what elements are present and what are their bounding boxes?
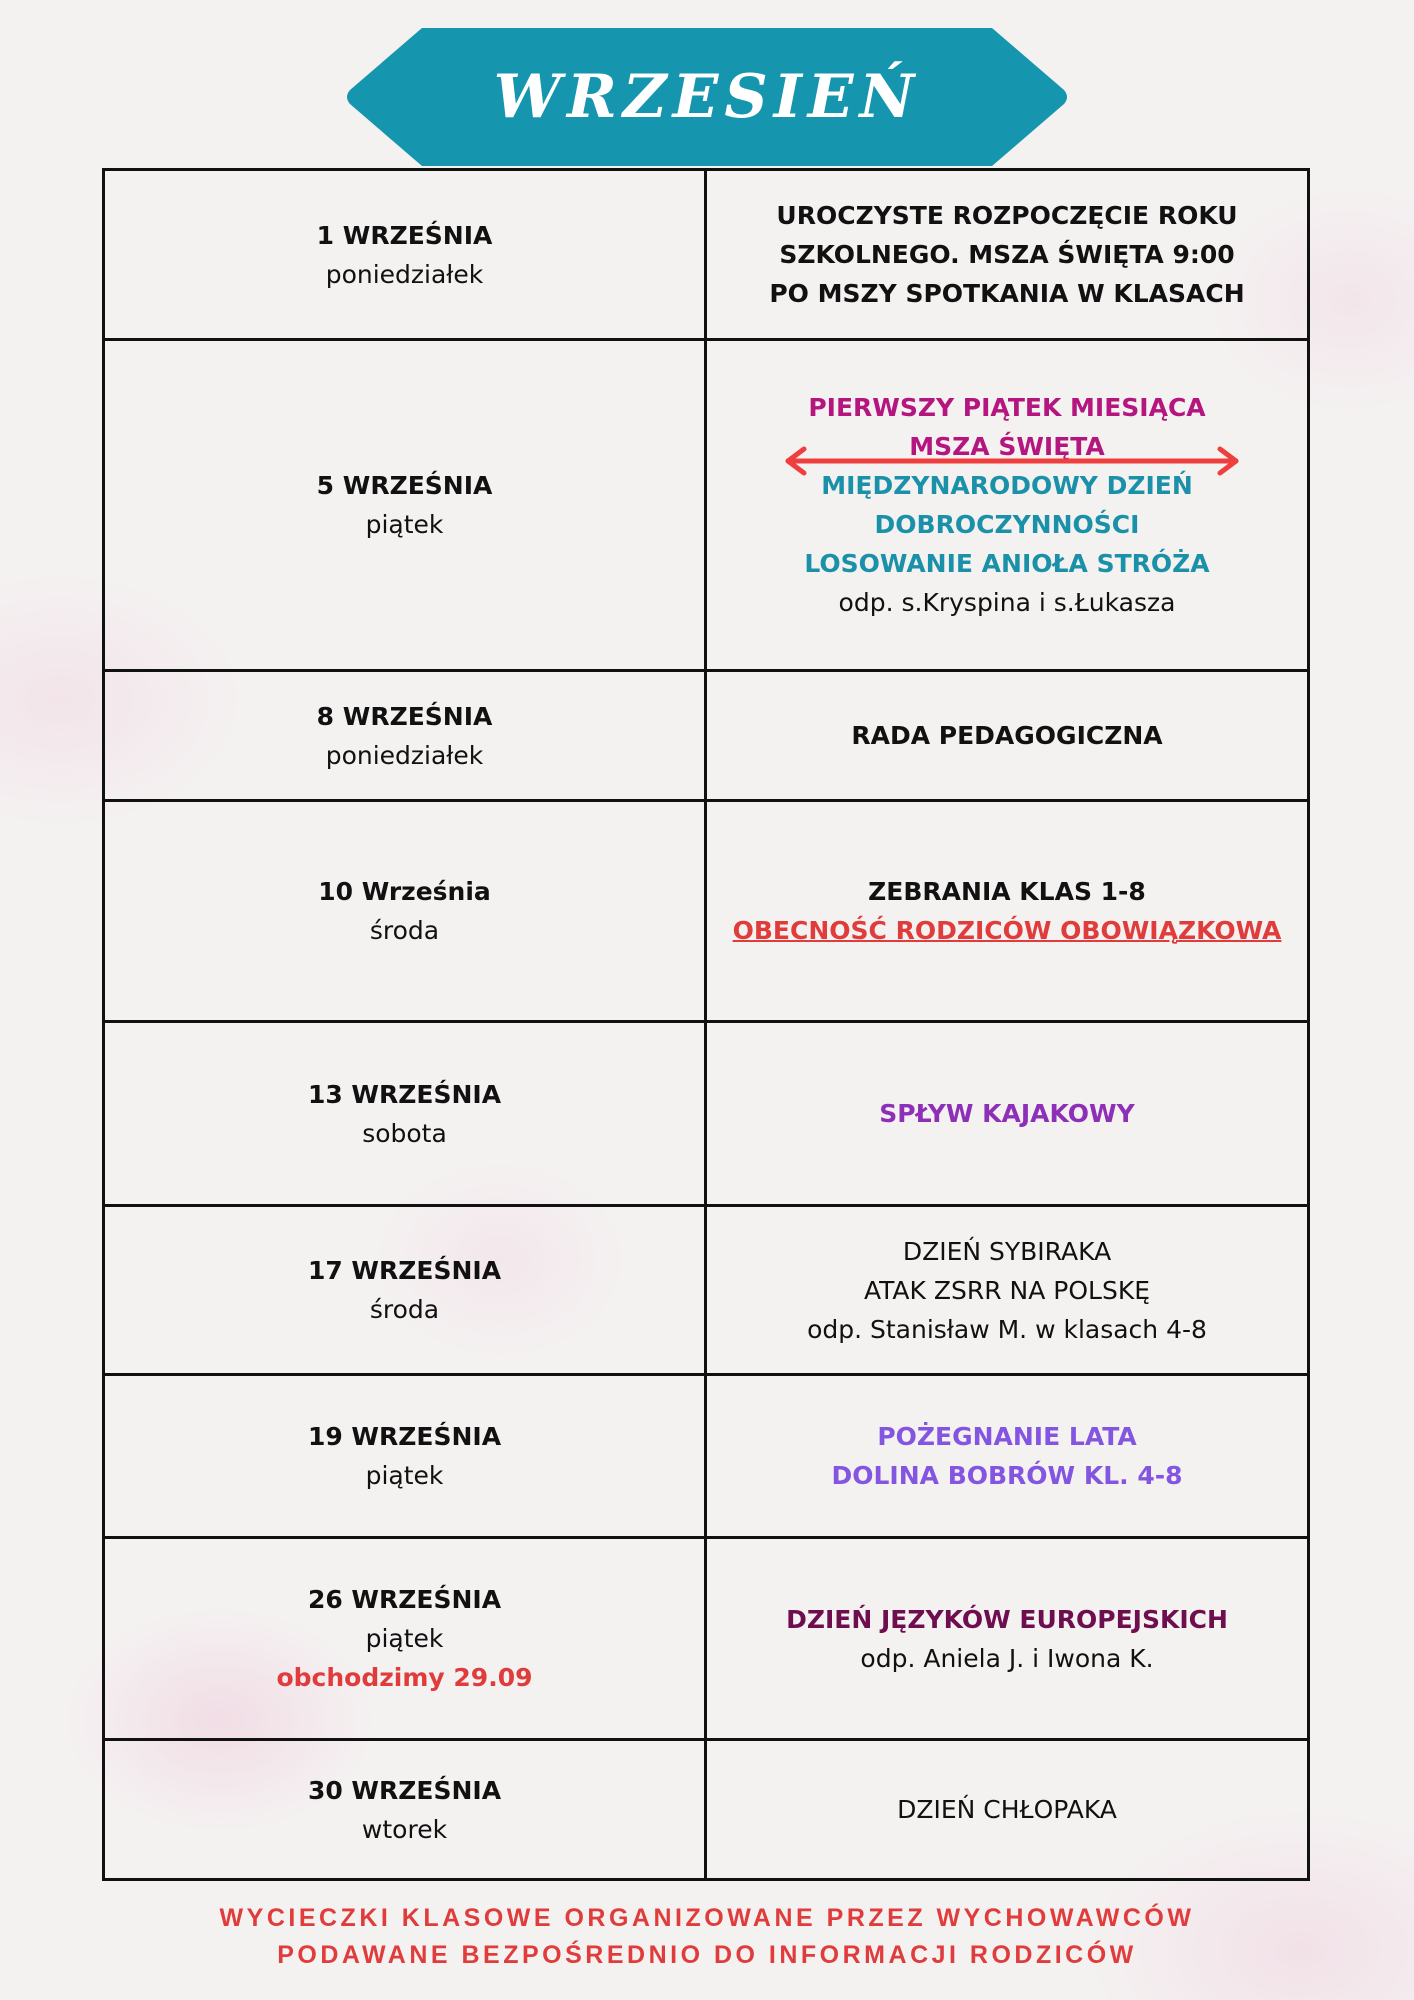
table-row	[105, 802, 1307, 1023]
event-cell	[707, 1376, 1307, 1536]
table-row	[105, 1207, 1307, 1376]
table-row	[105, 1023, 1307, 1207]
responsible-persons: odp. Aniela J. i Iwona K.	[860, 1643, 1154, 1673]
date-cell	[105, 1376, 707, 1536]
date-cell	[105, 1539, 707, 1738]
event-date: 13 WRZEŚNIA	[307, 1079, 502, 1109]
event-text: SPŁYW KAJAKOWY	[879, 1099, 1135, 1128]
event-cell	[707, 171, 1307, 338]
footer-line: WYCIECZKI KLASOWE ORGANIZOWANE PRZEZ WYCHOWAWCÓW	[219, 1904, 1195, 1932]
page-title: WRZESIEŃ	[493, 62, 921, 132]
responsible-persons: odp. Stanisław M. w klasach 4-8	[807, 1314, 1207, 1344]
table-row	[105, 672, 1307, 802]
event-cell	[707, 802, 1307, 1020]
event-text: PIERWSZY PIĄTEK MIESIĄCA	[808, 393, 1206, 422]
month-banner	[344, 28, 1070, 166]
event-text: MSZA ŚWIĘTA	[909, 432, 1105, 461]
event-date: 19 WRZEŚNIA	[307, 1422, 502, 1451]
event-text: MIĘDZYNARODOWY DZIEŃ	[821, 471, 1193, 500]
event-cell	[707, 672, 1307, 799]
event-text: DZIEŃ JĘZYKÓW EUROPEJSKICH	[786, 1604, 1228, 1634]
event-text: DOLINA BOBRÓW KL. 4-8	[831, 1461, 1183, 1490]
event-text: DZIEŃ SYBIRAKA	[902, 1236, 1112, 1266]
event-cell	[707, 1207, 1307, 1373]
event-date: 26 WRZEŚNIA	[307, 1585, 502, 1614]
event-date: 5 WRZEŚNIA	[316, 471, 493, 500]
table-row	[105, 171, 1307, 341]
event-weekday: piątek	[365, 1624, 444, 1653]
event-cell	[707, 341, 1307, 669]
event-weekday: środa	[369, 916, 440, 945]
event-text: ATAK ZSRR NA POLSKĘ	[863, 1275, 1151, 1305]
table-row	[105, 1539, 1307, 1741]
event-text: PO MSZY SPOTKANIA W KLASACH	[769, 279, 1245, 308]
table-row	[105, 1741, 1307, 1881]
event-date: 8 WRZEŚNIA	[316, 701, 493, 731]
footer-line: PODAWANE BEZPOŚREDNIO DO INFORMACJI RODZICÓW	[277, 1941, 1137, 1969]
event-text: DOBROCZYNNOŚCI	[874, 510, 1140, 539]
event-cell	[707, 1023, 1307, 1204]
event-text: DZIEŃ CHŁOPAKA	[897, 1795, 1117, 1824]
double-arrow-icon	[782, 446, 1242, 476]
date-cell	[105, 672, 707, 799]
event-weekday: wtorek	[361, 1814, 448, 1844]
event-text: RADA PEDAGOGICZNA	[851, 721, 1163, 750]
responsible-persons: odp. s.Kryspina i s.Łukasza	[838, 588, 1176, 617]
table-row	[105, 341, 1307, 672]
event-weekday: poniedziałek	[325, 740, 484, 770]
event-weekday: sobota	[362, 1118, 447, 1148]
event-text: ZEBRANIA KLAS 1-8	[868, 877, 1146, 906]
events-table	[102, 168, 1310, 1881]
date-cell	[105, 1207, 707, 1373]
footer-note	[0, 1900, 1414, 1974]
event-text: POŻEGNANIE LATA	[877, 1422, 1137, 1451]
event-cell	[707, 1539, 1307, 1738]
date-note: obchodzimy 29.09	[276, 1663, 533, 1692]
event-weekday: poniedziałek	[325, 259, 484, 289]
table-row	[105, 1376, 1307, 1539]
date-cell	[105, 341, 707, 669]
event-text: UROCZYSTE ROZPOCZĘCIE ROKU	[776, 201, 1238, 230]
event-date: 17 WRZEŚNIA	[307, 1256, 502, 1285]
date-cell	[105, 171, 707, 338]
event-weekday: środa	[369, 1295, 440, 1324]
event-weekday: piątek	[365, 510, 444, 539]
date-cell	[105, 1741, 707, 1878]
event-weekday: piątek	[365, 1461, 444, 1490]
event-text: LOSOWANIE ANIOŁA STRÓŻA	[804, 549, 1210, 578]
event-date: 30 WRZEŚNIA	[307, 1775, 502, 1805]
event-date: 10 Września	[318, 877, 491, 906]
event-cell	[707, 1741, 1307, 1878]
event-date: 1 WRZEŚNIA	[316, 220, 493, 250]
date-cell	[105, 1023, 707, 1204]
event-text: SZKOLNEGO. MSZA ŚWIĘTA 9:00	[779, 240, 1235, 269]
event-warning-text: OBECNOŚĆ RODZICÓW OBOWIĄZKOWA	[732, 916, 1282, 945]
date-cell	[105, 802, 707, 1020]
